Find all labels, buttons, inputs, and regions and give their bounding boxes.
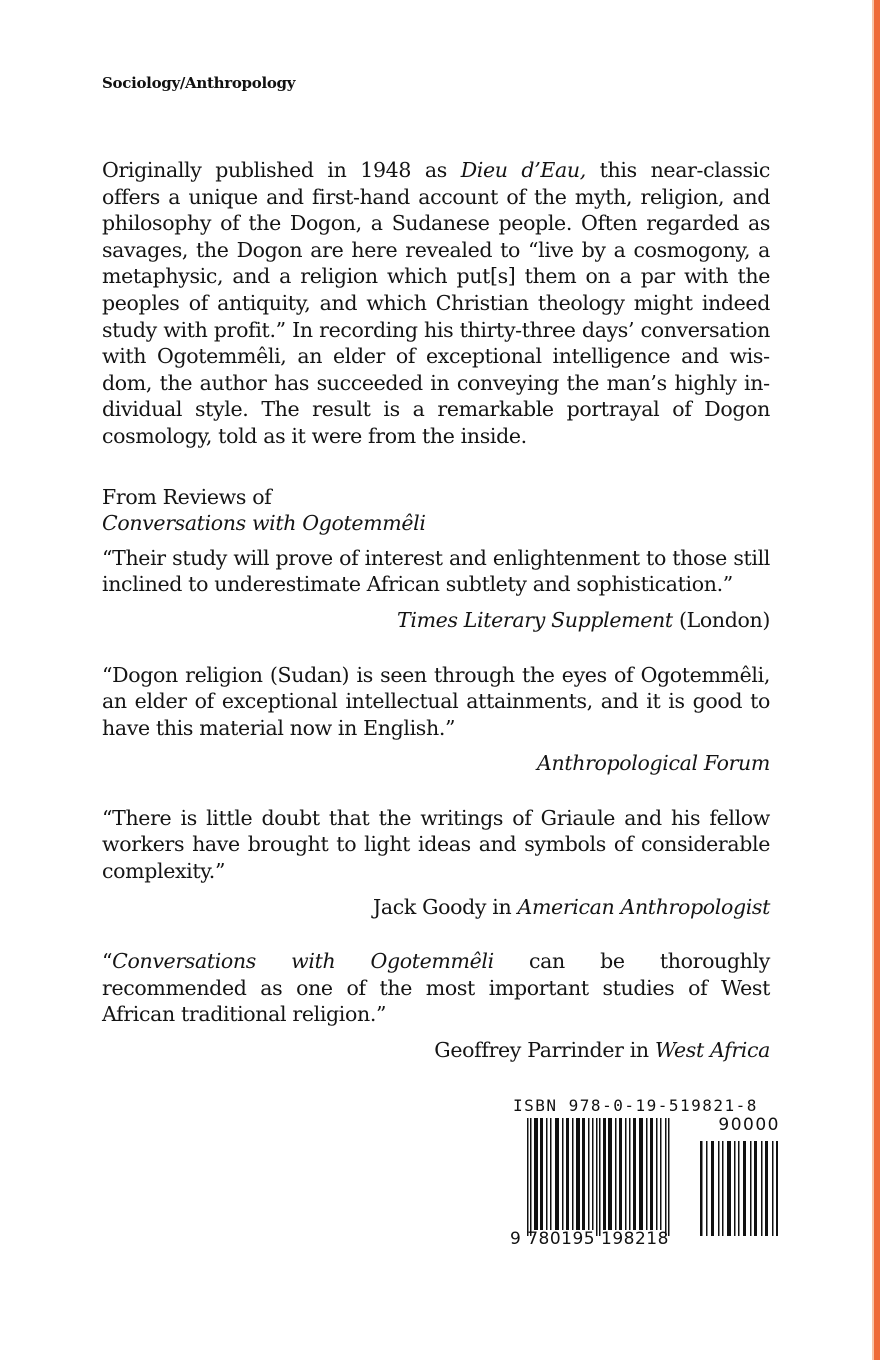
source-publication: West Africa xyxy=(654,1038,770,1063)
review-quote: “Dogon religion (Sudan) is seen through the eyes of Ogotemmêli, an elder of exceptional intellectual attainments, and it is good to have this material now in English.” xyxy=(102,662,770,740)
review-source xyxy=(102,607,770,634)
review-source xyxy=(102,750,770,777)
quoted-book-title: Conversations with Ogotemmêli xyxy=(112,949,494,974)
review-1 xyxy=(102,545,770,634)
source-publication: Anthropological Forum xyxy=(537,751,770,776)
blurb-text-start: Originally published in 1948 as xyxy=(102,158,461,182)
blurb-text-rest: this near-classic offers a unique and first-hand account of the myth, religion, and philosophy of the Dogon, a Sudanese people. Often regarded as savages, the Dogon are here revealed to “live by a cosmogony, a metaphysic, and a religion which put[s] them on a par with the peoples of antiquity, and which Christian theology might indeed study with profit.” In recording his thirty-three days’ conversation with Ogotemmêli, an elder of exceptional intelligence and wisdom, the author has succeeded in conveying the man’s highly individual style. The result is a remarkable portrayal of Dogon cosmology, told as it were from the inside. xyxy=(102,158,770,448)
source-author: Geoffrey Parrinder in xyxy=(434,1038,655,1063)
isbn-barcode xyxy=(510,1096,780,1249)
review-source xyxy=(102,894,770,921)
barcode-bars-icon xyxy=(510,1096,780,1246)
source-publication: Times Literary Supplement xyxy=(397,607,673,632)
price-code: 90000 xyxy=(718,1115,780,1135)
review-source xyxy=(102,1037,770,1064)
orange-spine-edge xyxy=(874,0,880,1360)
reviews-book-title: Conversations with Ogotemmêli xyxy=(102,511,426,536)
back-cover-text xyxy=(102,157,770,1064)
source-suffix: (London) xyxy=(672,607,770,632)
original-title: Dieu d’Eau, xyxy=(460,158,586,182)
review-quote: “Their study will prove of interest and enlightenment to those still inclined to underestimate African subtlety and sophistication.” xyxy=(102,545,770,597)
blurb-paragraph xyxy=(102,157,770,450)
category-label: Sociology/Anthropology xyxy=(102,74,296,92)
isbn-number: ISBN 978-0-19-519821-8 xyxy=(513,1096,758,1115)
review-4 xyxy=(102,948,770,1063)
review-2 xyxy=(102,662,770,777)
quote-text: can be thoroughly recommended as one of the most important studies of West African traditional religion.” xyxy=(102,949,770,1027)
review-3 xyxy=(102,805,770,920)
reviews-heading-line: From Reviews of xyxy=(102,484,272,509)
ean-digits: 9 780195 198218 xyxy=(510,1229,669,1249)
review-quote xyxy=(102,948,770,1028)
quote-mark: “ xyxy=(102,949,113,974)
review-quote: “There is little doubt that the writings of Griaule and his fellow workers have brought to light ideas and symbols of considerable complexity.” xyxy=(102,805,770,884)
reviews-heading xyxy=(102,484,770,537)
source-author: Jack Goody in xyxy=(372,894,518,919)
source-publication: American Anthropologist xyxy=(517,894,770,919)
